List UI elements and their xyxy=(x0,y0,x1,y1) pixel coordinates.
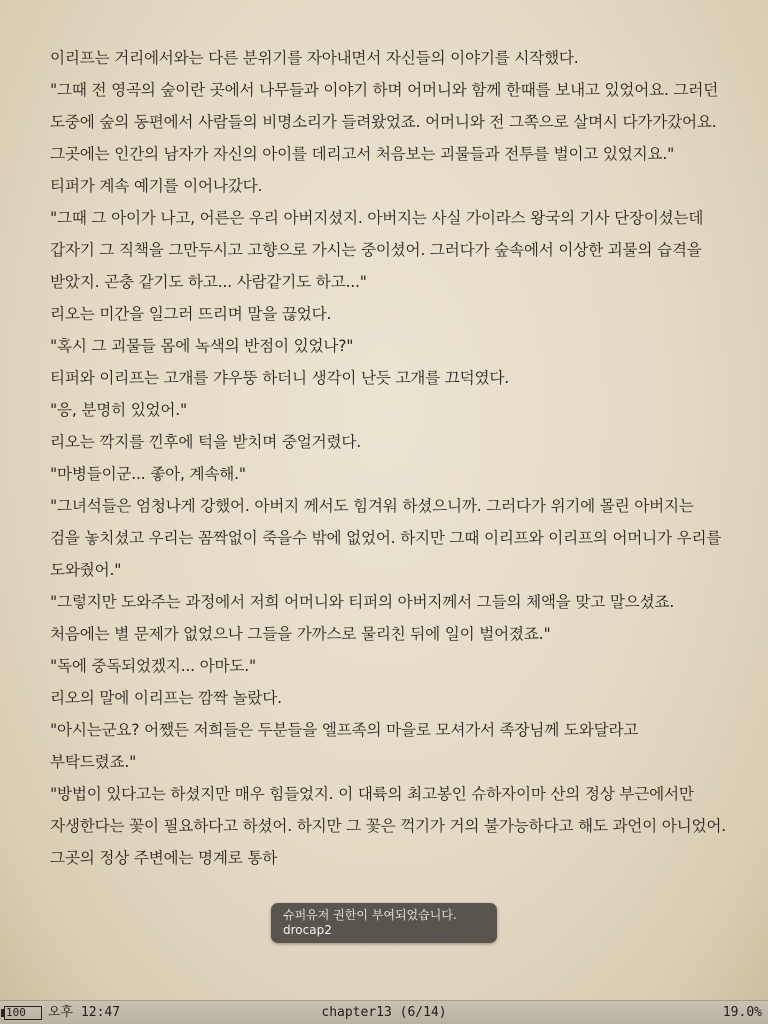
text-paragraph: "독에 중독되었겠지... 아마도." xyxy=(50,657,256,675)
battery-level: 100 xyxy=(6,1006,26,1019)
text-paragraph: "그녀석들은 엄청나게 강했어. 아버지 께서도 힘겨워 하셨으니까. 그러다가 위기에 몰린 아버지는 검을 놓치셨고 우리는 꼼짝없이 죽을수 밖에 없었어. 하지만 그때 이리프와 이리프의 어머니가 우리를 도와줬어." xyxy=(50,497,722,579)
text-paragraph: 리오는 깍지를 낀후에 턱을 받치며 중얼거렸다. xyxy=(50,433,361,451)
text-paragraph: 티퍼와 이리프는 고개를 갸우뚱 하더니 생각이 난듯 고개를 끄덕였다. xyxy=(50,369,509,387)
text-paragraph: 리오는 미간을 일그러 뜨리며 말을 끊었다. xyxy=(50,305,332,323)
clock: 오후 12:47 xyxy=(48,1005,121,1020)
text-paragraph: "그때 그 아이가 나고, 어른은 우리 아버지셨지. 아버지는 사실 가이라스 왕국의 기사 단장이셨는데 갑자기 그 직책을 그만두시고 고향으로 가시는 중이셨어. 그러다가 숲속에서 이상한 괴물의 습격을 받았지. 곤충 같기도 하고... 사람같기도 하고..." xyxy=(50,209,704,291)
toast-notification xyxy=(271,903,497,943)
status-bar xyxy=(0,1000,768,1024)
chapter-indicator[interactable]: chapter13 (6/14) xyxy=(321,1005,447,1020)
toast-message: 슈퍼유저 권한이 부여되었습니다. xyxy=(283,908,457,922)
text-paragraph: 이리프는 거리에서와는 다른 분위기를 자아내면서 자신들의 이야기를 시작했다. xyxy=(50,49,579,67)
text-paragraph: "그때 전 영곡의 숲이란 곳에서 나무들과 이야기 하며 어머니와 함께 한때를 보내고 있었어요. 그러던 도중에 숲의 동편에서 사람들의 비명소리가 들려왔었죠. 어머니와 전 그쪽으로 살며시 다가가갔어요. 그곳에는 인간의 남자가 자신의 아이를 데리고서 처음보는 괴물들과 전투를 벌이고 있었지요." xyxy=(50,81,719,163)
text-paragraph: 티퍼가 계속 예기를 이어나갔다. xyxy=(50,177,263,195)
text-paragraph: "응, 분명히 있었어." xyxy=(50,401,188,419)
text-paragraph: "아시는군요? 어쨌든 저희들은 두분들을 엘프족의 마을로 모셔가서 족장님께 도와달라고 부탁드렸죠." xyxy=(50,721,639,771)
toast-app-name: drocap2 xyxy=(283,923,332,937)
text-paragraph: "그렇지만 도와주는 과정에서 저희 어머니와 티퍼의 아버지께서 그들의 체액을 맞고 말으셨죠. 처음에는 별 문제가 없었으나 그들을 가까스로 물리친 뒤에 일이 벌어졌죠." xyxy=(50,593,675,643)
text-paragraph: "마병들이군... 좋아, 계속해." xyxy=(50,465,246,483)
text-paragraph: "방법이 있다고는 하셨지만 매우 힘들었지. 이 대륙의 최고봉인 슈하자이마 산의 정상 부근에서만 자생한다는 꽃이 필요하다고 하셨어. 하지만 그 꽃은 꺽기가 거의 불가능하다고 해도 과언이 아니었어. 그곳의 정상 주변에는 명계로 통하 xyxy=(50,785,727,867)
text-paragraph: "혹시 그 괴물들 몸에 녹색의 반점이 있었나?" xyxy=(50,337,354,355)
text-paragraph: 리오의 말에 이리프는 깜짝 놀랐다. xyxy=(50,689,282,707)
reading-progress: 19.0% xyxy=(722,1005,762,1020)
